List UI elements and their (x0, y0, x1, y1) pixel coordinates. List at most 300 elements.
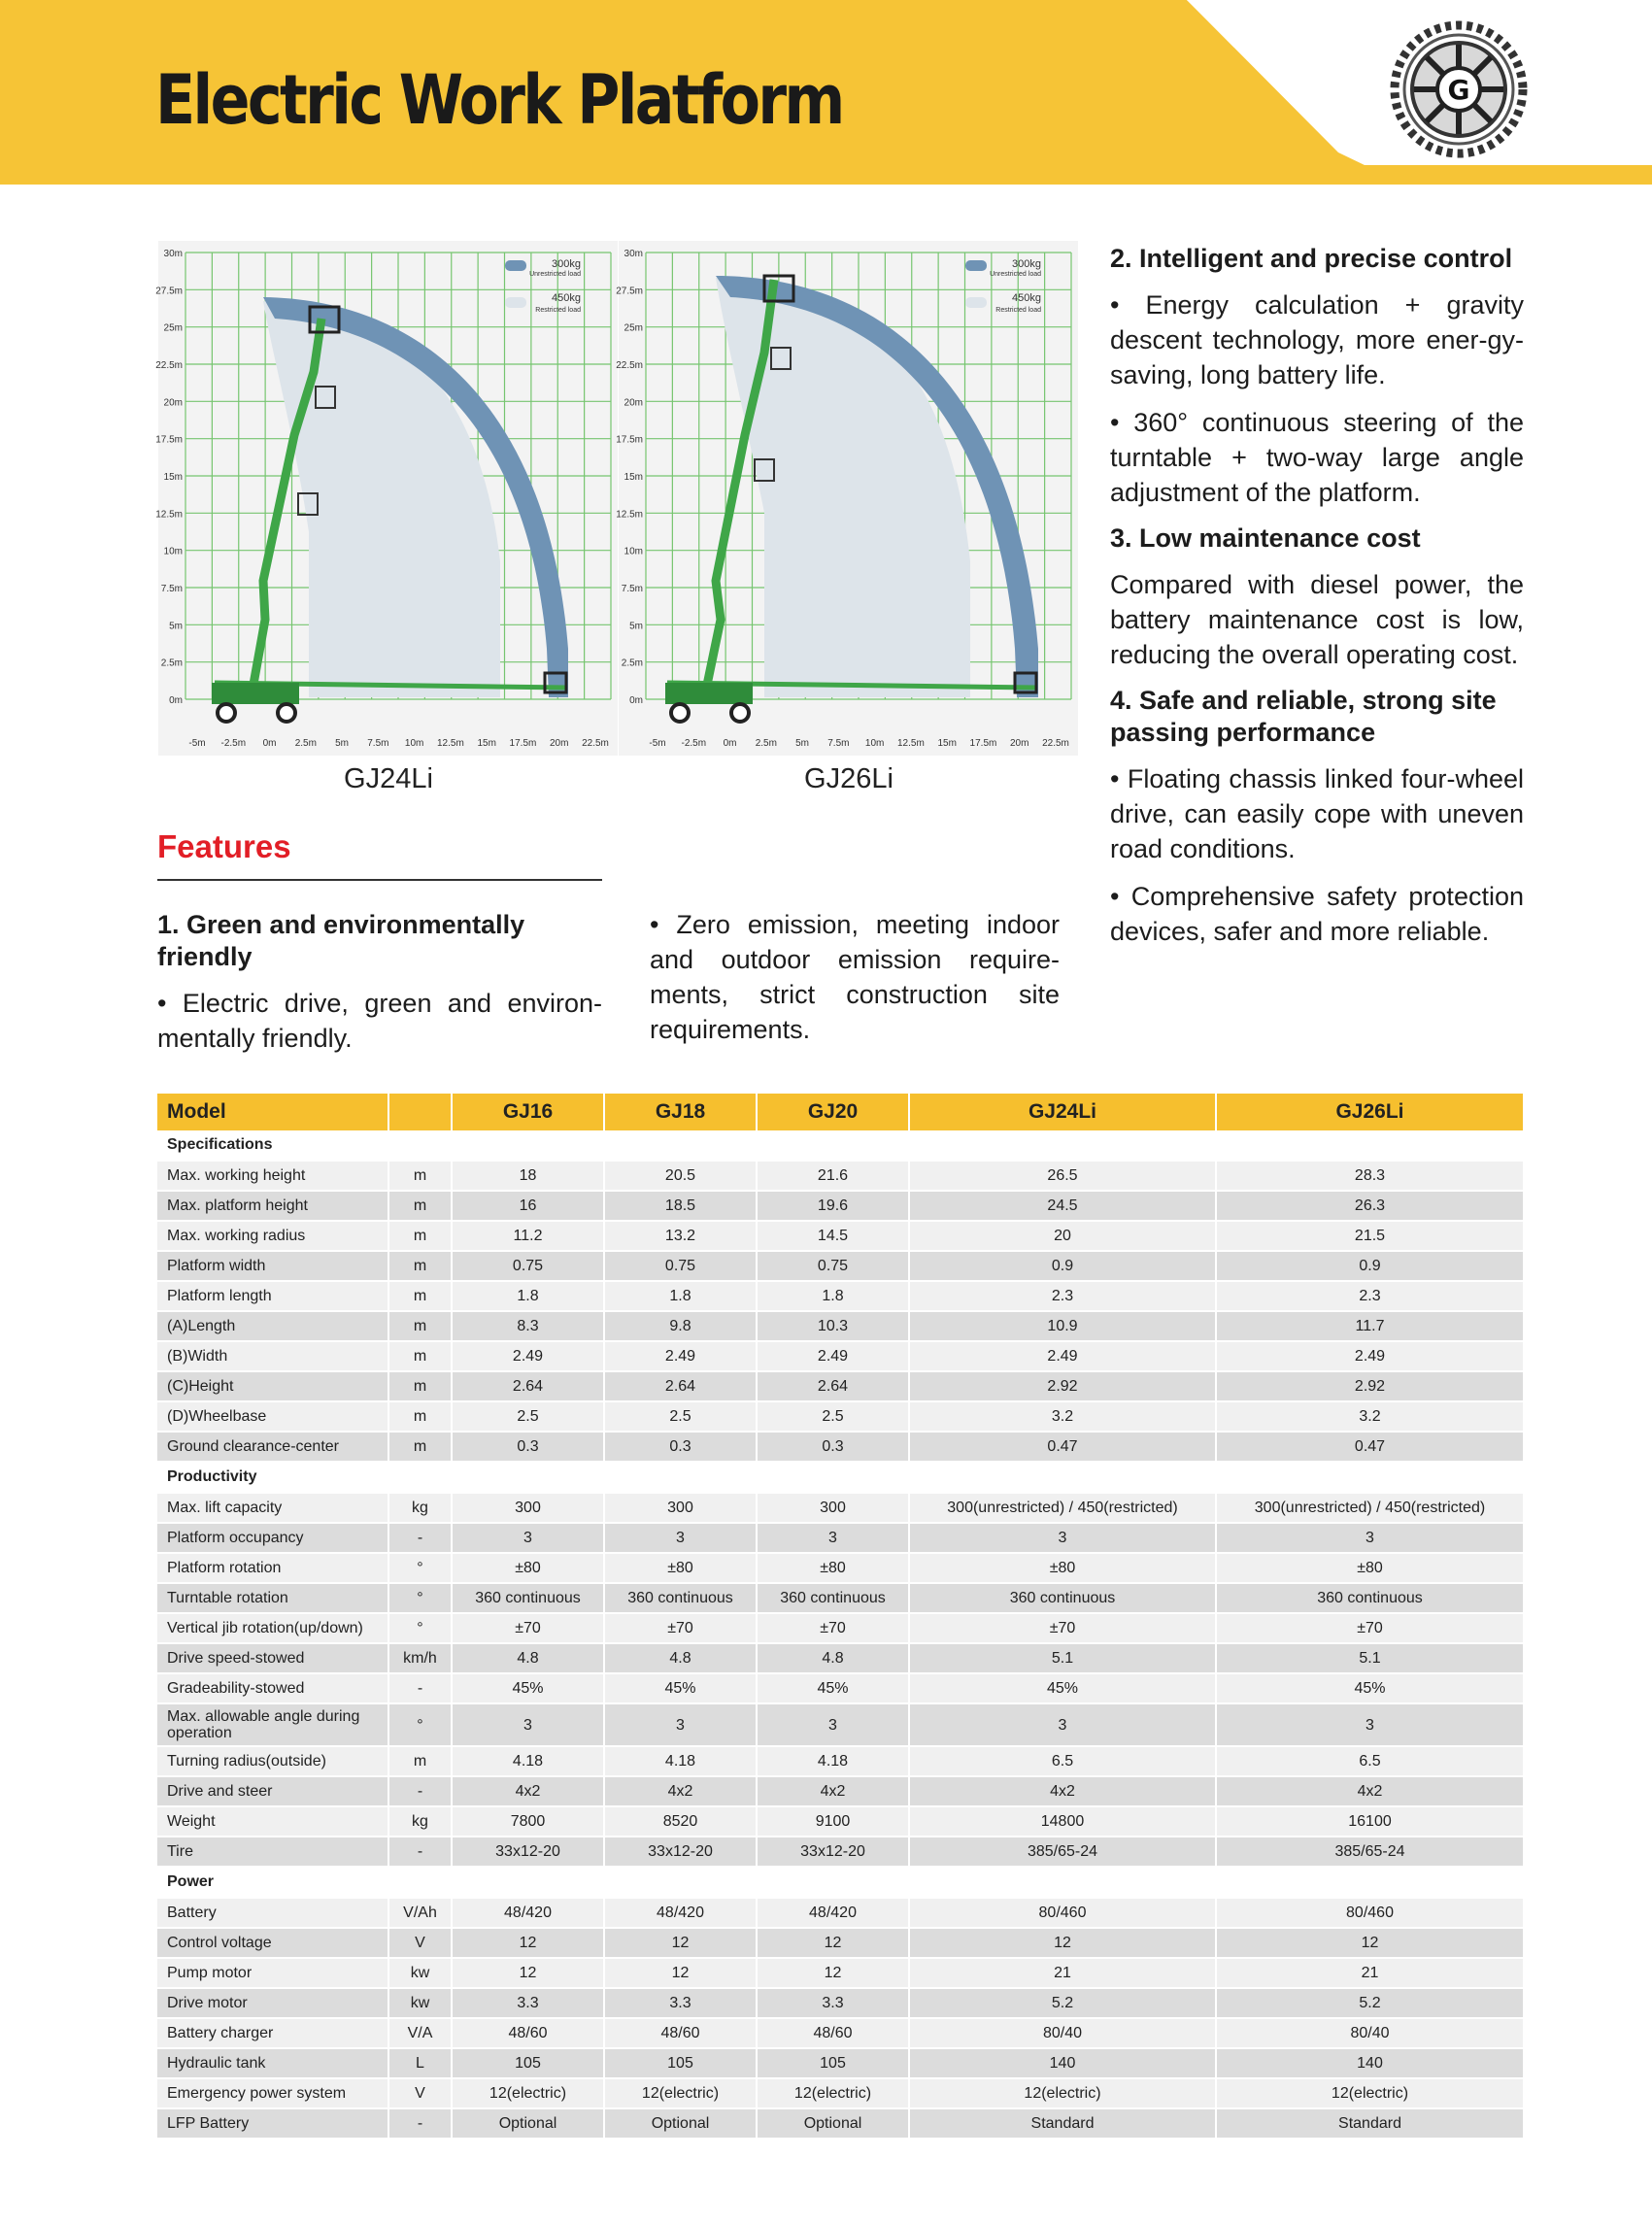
value-cell: 5.1 (1216, 1643, 1524, 1673)
column-header: GJ26Li (1216, 1094, 1524, 1130)
value-cell: 80/460 (1216, 1898, 1524, 1928)
feature-section-green (157, 909, 602, 1068)
table-row (157, 1161, 1524, 1191)
value-cell: 360 continuous (909, 1583, 1216, 1613)
x-tick-label: 2.5m (294, 738, 317, 749)
unit-cell: kw (388, 1958, 452, 1988)
x-tick-label: 7.5m (367, 738, 389, 749)
value-cell: 3.3 (757, 1988, 909, 2018)
value-cell: 2.92 (909, 1371, 1216, 1401)
value-cell: 12(electric) (757, 2078, 909, 2108)
unit-cell: ° (388, 1613, 452, 1643)
value-cell: 3 (1216, 1523, 1524, 1553)
value-cell: 80/460 (909, 1898, 1216, 1928)
value-cell: 4x2 (1216, 1776, 1524, 1806)
value-cell: 48/60 (757, 2018, 909, 2048)
feature-sections-right (1110, 243, 1524, 961)
value-cell: Optional (604, 2108, 757, 2139)
value-cell: 6.5 (1216, 1746, 1524, 1776)
value-cell: 2.64 (604, 1371, 757, 1401)
row-label: Max. working radius (157, 1221, 388, 1251)
x-tick-label: 17.5m (509, 738, 537, 749)
value-cell: 2.5 (452, 1401, 604, 1432)
row-label: Control voltage (157, 1928, 388, 1958)
value-cell: 105 (604, 2048, 757, 2078)
value-cell: Standard (909, 2108, 1216, 2139)
table-row (157, 2108, 1524, 2139)
value-cell: 4x2 (757, 1776, 909, 1806)
value-cell: 48/60 (452, 2018, 604, 2048)
value-cell: 45% (1216, 1673, 1524, 1703)
value-cell: 2.49 (604, 1341, 757, 1371)
value-cell: 300(unrestricted) / 450(restricted) (1216, 1493, 1524, 1523)
table-section-row (157, 1867, 1524, 1898)
row-label: Platform length (157, 1281, 388, 1311)
y-tick-label: 10m (163, 546, 183, 557)
value-cell: 45% (757, 1673, 909, 1703)
row-label: Drive speed-stowed (157, 1643, 388, 1673)
x-tick-label: 15m (477, 738, 496, 749)
chart-gj24li (155, 241, 618, 756)
value-cell: 3 (452, 1703, 604, 1746)
x-tick-label: 5m (795, 738, 810, 749)
value-cell: 360 continuous (452, 1583, 604, 1613)
table-row (157, 2078, 1524, 2108)
row-label: Platform width (157, 1251, 388, 1281)
table-row (157, 2048, 1524, 2078)
value-cell: 16 (452, 1191, 604, 1221)
table-row (157, 1553, 1524, 1583)
unit-cell: m (388, 1401, 452, 1432)
section-heading: 1. Green and environmentally friendly (157, 910, 525, 971)
svg-text:Restricted load: Restricted load (535, 307, 581, 314)
unit-cell: V (388, 1928, 452, 1958)
value-cell: 3 (909, 1523, 1216, 1553)
row-label: Max. working height (157, 1161, 388, 1191)
row-label: Pump motor (157, 1958, 388, 1988)
bullet-text: • Comprehensive safety protection devices, safer and more reliable. (1110, 882, 1524, 946)
svg-text:300kg: 300kg (552, 258, 581, 270)
value-cell: 140 (909, 2048, 1216, 2078)
x-tick-label: 10m (864, 738, 885, 749)
value-cell: 360 continuous (757, 1583, 909, 1613)
unit-cell: ° (388, 1583, 452, 1613)
section-heading: 2. Intelligent and precise control (1110, 244, 1513, 273)
row-label: (B)Width (157, 1341, 388, 1371)
value-cell: 360 continuous (1216, 1583, 1524, 1613)
value-cell: 1.8 (757, 1281, 909, 1311)
features-heading: Features (157, 828, 291, 864)
value-cell: 140 (1216, 2048, 1524, 2078)
table-section-row (157, 1462, 1524, 1493)
unit-cell: kg (388, 1493, 452, 1523)
value-cell: 3 (757, 1523, 909, 1553)
value-cell: 360 continuous (604, 1583, 757, 1613)
table-row (157, 1251, 1524, 1281)
page-header (0, 0, 1652, 185)
x-tick-label: 20m (550, 738, 569, 749)
value-cell: ±70 (452, 1613, 604, 1643)
chart-caption: GJ24Li (344, 763, 433, 794)
value-cell: 5.2 (909, 1988, 1216, 2018)
value-cell: 4.8 (757, 1643, 909, 1673)
value-cell: 21.6 (757, 1161, 909, 1191)
table-row (157, 1806, 1524, 1837)
value-cell: 300 (452, 1493, 604, 1523)
value-cell: 48/60 (604, 2018, 757, 2048)
value-cell: 5.2 (1216, 1988, 1524, 2018)
table-row (157, 1928, 1524, 1958)
value-cell: 0.3 (604, 1432, 757, 1462)
row-label: (C)Height (157, 1371, 388, 1401)
value-cell: 4x2 (604, 1776, 757, 1806)
row-label: Ground clearance-center (157, 1432, 388, 1462)
row-label: Turning radius(outside) (157, 1746, 388, 1776)
y-tick-label: 22.5m (616, 360, 643, 371)
x-tick-label: 0m (262, 738, 277, 749)
row-label: Turntable rotation (157, 1583, 388, 1613)
value-cell: 21.5 (1216, 1221, 1524, 1251)
row-label: Max. platform height (157, 1191, 388, 1221)
unit-cell: m (388, 1191, 452, 1221)
svg-text:450kg: 450kg (1012, 292, 1041, 304)
y-tick-label: 25m (163, 322, 183, 334)
row-label: Tire (157, 1837, 388, 1867)
table-section-row (157, 1130, 1524, 1161)
value-cell: 0.47 (909, 1432, 1216, 1462)
value-cell: 8520 (604, 1806, 757, 1837)
value-cell: 3 (1216, 1703, 1524, 1746)
unit-cell: ° (388, 1553, 452, 1583)
value-cell: 4.18 (604, 1746, 757, 1776)
table-row (157, 1191, 1524, 1221)
table-row (157, 1643, 1524, 1673)
value-cell: ±80 (757, 1553, 909, 1583)
value-cell: 105 (757, 2048, 909, 2078)
value-cell: 2.64 (757, 1371, 909, 1401)
x-tick-label: 12.5m (437, 738, 464, 749)
bullet-text: • Energy calculation + gravity descent technology, more ener-gy-saving, long battery life. (1110, 290, 1524, 389)
y-tick-label: 10m (624, 546, 643, 557)
unit-cell: m (388, 1161, 452, 1191)
value-cell: 80/40 (1216, 2018, 1524, 2048)
y-tick-label: 25m (624, 322, 643, 334)
table-row (157, 1371, 1524, 1401)
value-cell: 11.2 (452, 1221, 604, 1251)
value-cell: 4x2 (909, 1776, 1216, 1806)
x-tick-label: 12.5m (897, 738, 925, 749)
value-cell: 2.49 (757, 1341, 909, 1371)
bullet-text: • Electric drive, green and environ-mentally friendly. (157, 989, 602, 1053)
svg-text:300kg: 300kg (1012, 258, 1041, 270)
value-cell: 18.5 (604, 1191, 757, 1221)
value-cell: 19.6 (757, 1191, 909, 1221)
y-tick-label: 0m (169, 695, 183, 706)
table-row (157, 1432, 1524, 1462)
table-row (157, 1958, 1524, 1988)
y-tick-label: 17.5m (155, 434, 183, 446)
value-cell: 300 (604, 1493, 757, 1523)
row-label: Max. allowable angle during operation (157, 1703, 388, 1746)
table-row (157, 1311, 1524, 1341)
y-tick-label: 0m (629, 695, 643, 706)
value-cell: 11.7 (1216, 1311, 1524, 1341)
value-cell: 0.9 (1216, 1251, 1524, 1281)
value-cell: 48/420 (757, 1898, 909, 1928)
x-tick-label: 17.5m (969, 738, 997, 749)
unit-cell: m (388, 1341, 452, 1371)
row-label: Battery (157, 1898, 388, 1928)
y-tick-label: 12.5m (616, 509, 643, 521)
value-cell: 33x12-20 (757, 1837, 909, 1867)
column-header: GJ18 (604, 1094, 757, 1130)
bullet-text: • Floating chassis linked four-wheel drive, can easily cope with uneven road conditions. (1110, 764, 1524, 863)
svg-text:G: G (1447, 74, 1470, 106)
value-cell: 12(electric) (1216, 2078, 1524, 2108)
table-row (157, 1988, 1524, 2018)
row-label: Vertical jib rotation(up/down) (157, 1613, 388, 1643)
row-label: Platform occupancy (157, 1523, 388, 1553)
unit-cell: kw (388, 1988, 452, 2018)
section-heading: 3. Low maintenance cost (1110, 523, 1421, 553)
value-cell: 2.3 (1216, 1281, 1524, 1311)
unit-cell: V/A (388, 2018, 452, 2048)
value-cell: 0.75 (757, 1251, 909, 1281)
value-cell: 12 (1216, 1928, 1524, 1958)
value-cell: ±70 (757, 1613, 909, 1643)
value-cell: 13.2 (604, 1221, 757, 1251)
value-cell: ±70 (1216, 1613, 1524, 1643)
body-text: Compared with diesel power, the battery maintenance cost is low, reducing the overall operating cost. (1110, 570, 1524, 669)
value-cell: 0.75 (604, 1251, 757, 1281)
y-tick-label: 20m (163, 397, 183, 409)
unit-cell: - (388, 2108, 452, 2139)
value-cell: 0.9 (909, 1251, 1216, 1281)
value-cell: 0.3 (452, 1432, 604, 1462)
y-tick-label: 12.5m (155, 509, 183, 521)
y-tick-label: 2.5m (621, 657, 643, 669)
x-tick-label: 15m (937, 738, 957, 749)
table-row (157, 1401, 1524, 1432)
table-row (157, 1703, 1524, 1746)
row-label: (D)Wheelbase (157, 1401, 388, 1432)
table-row (157, 1898, 1524, 1928)
row-label: Battery charger (157, 2018, 388, 2048)
value-cell: 2.5 (604, 1401, 757, 1432)
value-cell: ±80 (452, 1553, 604, 1583)
unit-cell: m (388, 1746, 452, 1776)
row-label: Drive and steer (157, 1776, 388, 1806)
value-cell: 16100 (1216, 1806, 1524, 1837)
value-cell: 12 (757, 1928, 909, 1958)
y-tick-label: 15m (163, 472, 183, 483)
bullet-text: • Zero emission, meeting indoor and outdoor emission require-ments, strict construction site requirements. (650, 910, 1060, 1044)
value-cell: Optional (757, 2108, 909, 2139)
table-row (157, 1746, 1524, 1776)
value-cell: 21 (1216, 1958, 1524, 1988)
value-cell: ±70 (909, 1613, 1216, 1643)
unit-cell: m (388, 1281, 452, 1311)
chassis (665, 683, 753, 704)
unit-cell: - (388, 1673, 452, 1703)
unit-cell: km/h (388, 1643, 452, 1673)
value-cell: 28.3 (1216, 1161, 1524, 1191)
table-row (157, 1221, 1524, 1251)
wheel (278, 704, 295, 722)
value-cell: 300 (757, 1493, 909, 1523)
page-title: Electric Work Platform (155, 60, 843, 140)
chassis (212, 683, 299, 704)
x-tick-label: 10m (404, 738, 424, 749)
value-cell: 7800 (452, 1806, 604, 1837)
y-tick-label: 7.5m (621, 584, 643, 594)
value-cell: 24.5 (909, 1191, 1216, 1221)
y-tick-label: 27.5m (616, 286, 643, 297)
value-cell: 14.5 (757, 1221, 909, 1251)
value-cell: 14800 (909, 1806, 1216, 1837)
value-cell: 385/65-24 (1216, 1837, 1524, 1867)
table-row (157, 1613, 1524, 1643)
bullet-text: • 360° continuous steering of the turntable + two-way large angle adjustment of the platform. (1110, 408, 1524, 507)
value-cell: 6.5 (909, 1746, 1216, 1776)
value-cell: Optional (452, 2108, 604, 2139)
value-cell: 2.64 (452, 1371, 604, 1401)
value-cell: ±80 (909, 1553, 1216, 1583)
chart-caption: GJ26Li (804, 763, 893, 794)
chart-gj26li (616, 241, 1078, 756)
value-cell: 18 (452, 1161, 604, 1191)
unit-cell: - (388, 1837, 452, 1867)
x-tick-label: 7.5m (827, 738, 850, 749)
value-cell: ±80 (1216, 1553, 1524, 1583)
unit-cell: m (388, 1432, 452, 1462)
value-cell: 3 (604, 1703, 757, 1746)
value-cell: 300(unrestricted) / 450(restricted) (909, 1493, 1216, 1523)
value-cell: 20.5 (604, 1161, 757, 1191)
value-cell: Standard (1216, 2108, 1524, 2139)
value-cell: 80/40 (909, 2018, 1216, 2048)
unit-cell: ° (388, 1703, 452, 1746)
unit-cell: kg (388, 1806, 452, 1837)
y-tick-label: 17.5m (616, 434, 643, 446)
x-tick-label: 5m (335, 738, 350, 749)
wheel (671, 704, 689, 722)
section-heading: 4. Safe and reliable, strong site passing performance (1110, 686, 1497, 747)
unit-cell: m (388, 1251, 452, 1281)
y-tick-label: 7.5m (160, 584, 183, 594)
value-cell: 12 (604, 1958, 757, 1988)
x-tick-label: 0m (723, 738, 737, 749)
table-row (157, 1837, 1524, 1867)
value-cell: 0.3 (757, 1432, 909, 1462)
table-row (157, 1583, 1524, 1613)
column-header (388, 1094, 452, 1130)
value-cell: 12 (452, 1928, 604, 1958)
value-cell: 1.8 (452, 1281, 604, 1311)
svg-text:Restricted load: Restricted load (995, 307, 1041, 314)
row-label: LFP Battery (157, 2108, 388, 2139)
value-cell: 5.1 (909, 1643, 1216, 1673)
value-cell: 20 (909, 1221, 1216, 1251)
row-label: (A)Length (157, 1311, 388, 1341)
value-cell: 26.3 (1216, 1191, 1524, 1221)
column-header: GJ24Li (909, 1094, 1216, 1130)
x-tick-label: 22.5m (1042, 738, 1069, 749)
value-cell: 12(electric) (604, 2078, 757, 2108)
value-cell: 9100 (757, 1806, 909, 1837)
value-cell: 12 (604, 1928, 757, 1958)
value-cell: 8.3 (452, 1311, 604, 1341)
value-cell: 3.3 (452, 1988, 604, 2018)
y-tick-label: 27.5m (155, 286, 183, 297)
unit-cell: - (388, 1523, 452, 1553)
table-row (157, 1523, 1524, 1553)
value-cell: 12(electric) (909, 2078, 1216, 2108)
section-title: Specifications (157, 1130, 1524, 1161)
value-cell: 12 (909, 1928, 1216, 1958)
value-cell: 2.49 (909, 1341, 1216, 1371)
unit-cell: V/Ah (388, 1898, 452, 1928)
value-cell: 3.2 (1216, 1401, 1524, 1432)
value-cell: 9.8 (604, 1311, 757, 1341)
value-cell: ±70 (604, 1613, 757, 1643)
value-cell: 10.3 (757, 1311, 909, 1341)
value-cell: 26.5 (909, 1161, 1216, 1191)
column-header: GJ20 (757, 1094, 909, 1130)
y-tick-label: 30m (163, 249, 183, 259)
value-cell: 12 (452, 1958, 604, 1988)
row-label: Platform rotation (157, 1553, 388, 1583)
column-header: Model (157, 1094, 388, 1130)
value-cell: 48/420 (604, 1898, 757, 1928)
svg-text:450kg: 450kg (552, 292, 581, 304)
x-tick-label: 2.5m (755, 738, 777, 749)
row-label: Max. lift capacity (157, 1493, 388, 1523)
value-cell: 3 (604, 1523, 757, 1553)
x-tick-label: -2.5m (220, 738, 247, 749)
value-cell: 45% (909, 1673, 1216, 1703)
unit-cell: m (388, 1371, 452, 1401)
value-cell: 2.49 (1216, 1341, 1524, 1371)
value-cell: 45% (452, 1673, 604, 1703)
specification-table (157, 1094, 1525, 2140)
table-row (157, 1493, 1524, 1523)
row-label: Drive motor (157, 1988, 388, 2018)
unit-cell: - (388, 1776, 452, 1806)
y-tick-label: 5m (169, 621, 183, 632)
value-cell: 3 (452, 1523, 604, 1553)
value-cell: 0.47 (1216, 1432, 1524, 1462)
value-cell: 0.75 (452, 1251, 604, 1281)
value-cell: 1.8 (604, 1281, 757, 1311)
unit-cell: m (388, 1311, 452, 1341)
table-row (157, 1281, 1524, 1311)
y-tick-label: 5m (629, 621, 643, 632)
value-cell: 45% (604, 1673, 757, 1703)
value-cell: 48/420 (452, 1898, 604, 1928)
y-tick-label: 20m (624, 397, 643, 409)
feature-section-green-cont (650, 907, 1060, 1060)
x-tick-label: 20m (1010, 738, 1029, 749)
value-cell: 105 (452, 2048, 604, 2078)
value-cell: 385/65-24 (909, 1837, 1216, 1867)
y-tick-label: 15m (624, 472, 643, 483)
svg-text:Unrestricted load: Unrestricted load (990, 271, 1041, 278)
value-cell: 10.9 (909, 1311, 1216, 1341)
section-title: Power (157, 1867, 1524, 1898)
x-tick-label: -5m (188, 738, 206, 749)
x-tick-label: -5m (649, 738, 666, 749)
